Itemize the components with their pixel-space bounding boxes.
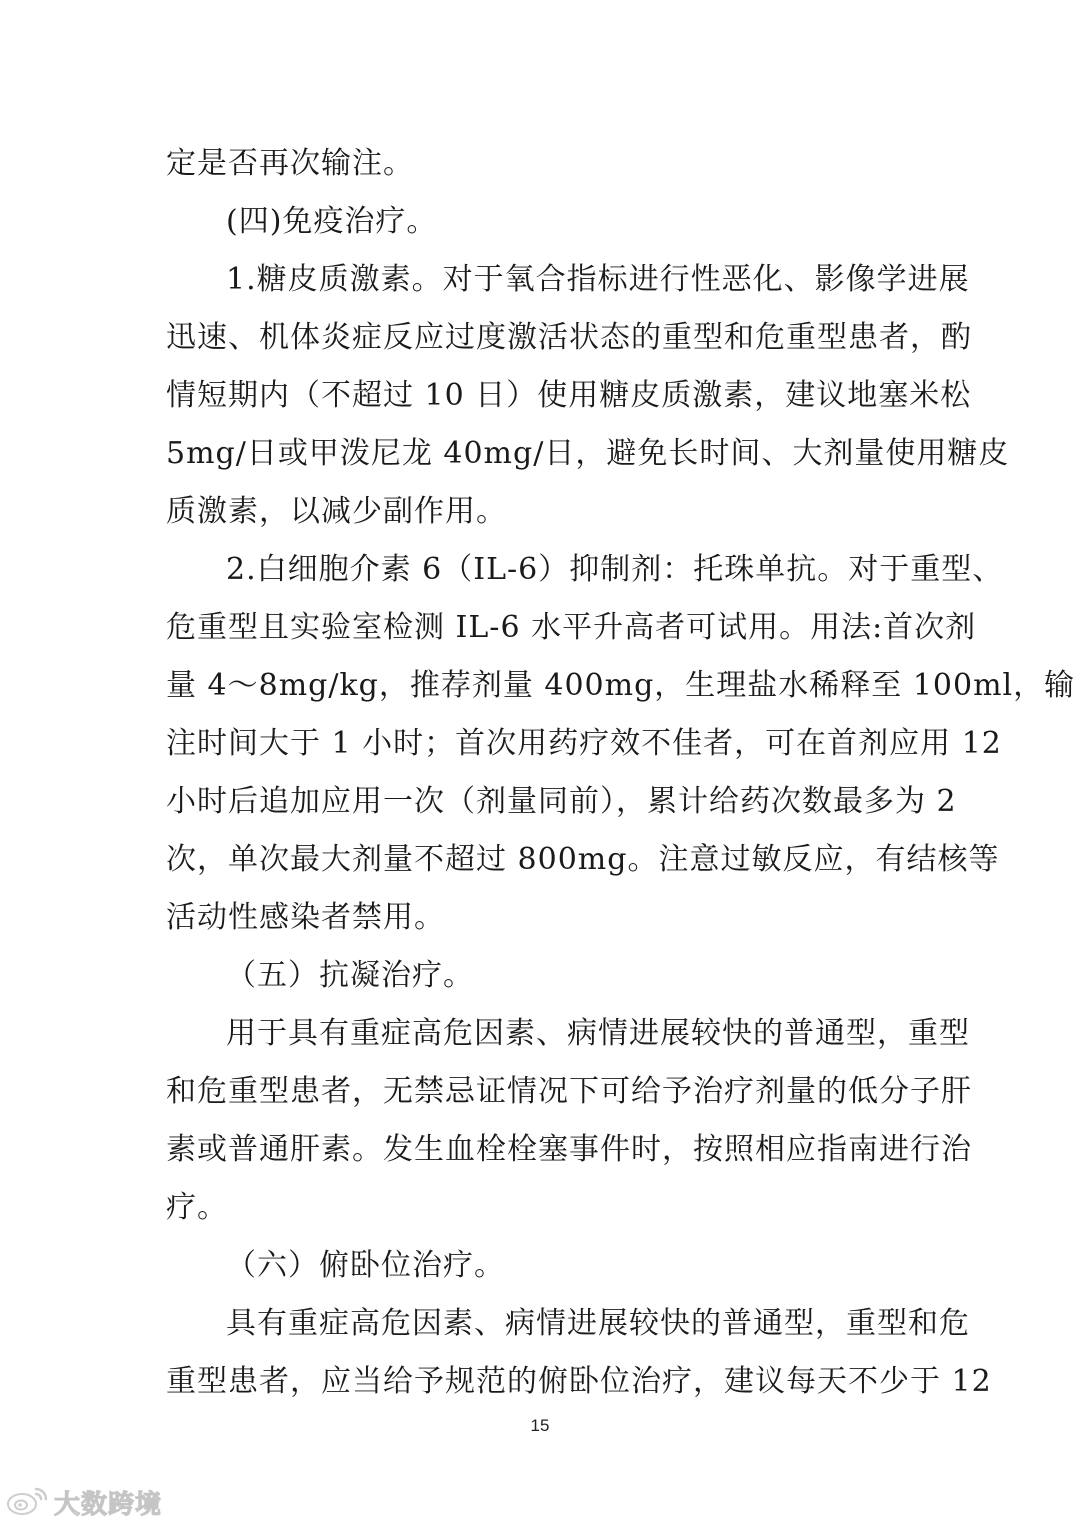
section-heading-immunotherapy: (四)免疫治疗。 bbox=[226, 204, 438, 239]
paragraph-line: 2.白细胞介素 6（IL-6）抑制剂：托珠单抗。对于重型、 bbox=[226, 552, 1004, 587]
paragraph-line: 迅速、机体炎症反应过度激活状态的重型和危重型患者，酌 bbox=[166, 320, 972, 355]
paragraph-line: 次，单次最大剂量不超过 800mg。注意过敏反应，有结核等 bbox=[166, 842, 1000, 877]
paragraph-line: 1.糖皮质激素。对于氧合指标进行性恶化、影像学进展 bbox=[226, 262, 970, 297]
paragraph-line: 5mg/日或甲泼尼龙 40mg/日，避免长时间、大剂量使用糖皮 bbox=[166, 436, 1010, 471]
paragraph-line: 用于具有重症高危因素、病情进展较快的普通型，重型 bbox=[226, 1016, 970, 1051]
paragraph-line: 质激素，以减少副作用。 bbox=[166, 494, 507, 529]
paragraph-line: 和危重型患者，无禁忌证情况下可给予治疗剂量的低分子肝 bbox=[166, 1074, 972, 1109]
paragraph-line: 活动性感染者禁用。 bbox=[166, 900, 445, 935]
page-number: 15 bbox=[530, 1416, 550, 1435]
paragraph-line: 小时后追加应用一次（剂量同前），累计给药次数最多为 2 bbox=[166, 784, 957, 819]
paragraph-line: 具有重症高危因素、病情进展较快的普通型，重型和危 bbox=[226, 1306, 970, 1341]
section-heading-anticoagulation: （五）抗凝治疗。 bbox=[226, 958, 474, 993]
paragraph-line: 重型患者，应当给予规范的俯卧位治疗，建议每天不少于 12 bbox=[166, 1364, 992, 1399]
paragraph-line: 量 4～8mg/kg，推荐剂量 400mg，生理盐水稀释至 100ml，输 bbox=[166, 668, 1076, 703]
paragraph-line: 素或普通肝素。发生血栓栓塞事件时，按照相应指南进行治 bbox=[166, 1132, 972, 1167]
paragraph-line: 疗。 bbox=[166, 1190, 228, 1225]
paragraph-line: 情短期内（不超过 10 日）使用糖皮质激素，建议地塞米松 bbox=[166, 378, 972, 413]
watermark bbox=[6, 1484, 162, 1520]
paragraph-line: 注时间大于 1 小时；首次用药疗效不佳者，可在首剂应用 12 bbox=[166, 726, 1002, 761]
paragraph-line: 危重型且实验室检测 IL-6 水平升高者可试用。用法:首次剂 bbox=[166, 610, 977, 645]
section-heading-prone-position: （六）俯卧位治疗。 bbox=[226, 1248, 505, 1283]
watermark-text: 大数跨境 bbox=[54, 1489, 163, 1520]
weibo-logo-icon bbox=[6, 1483, 50, 1521]
paragraph-line: 定是否再次输注。 bbox=[166, 146, 414, 181]
